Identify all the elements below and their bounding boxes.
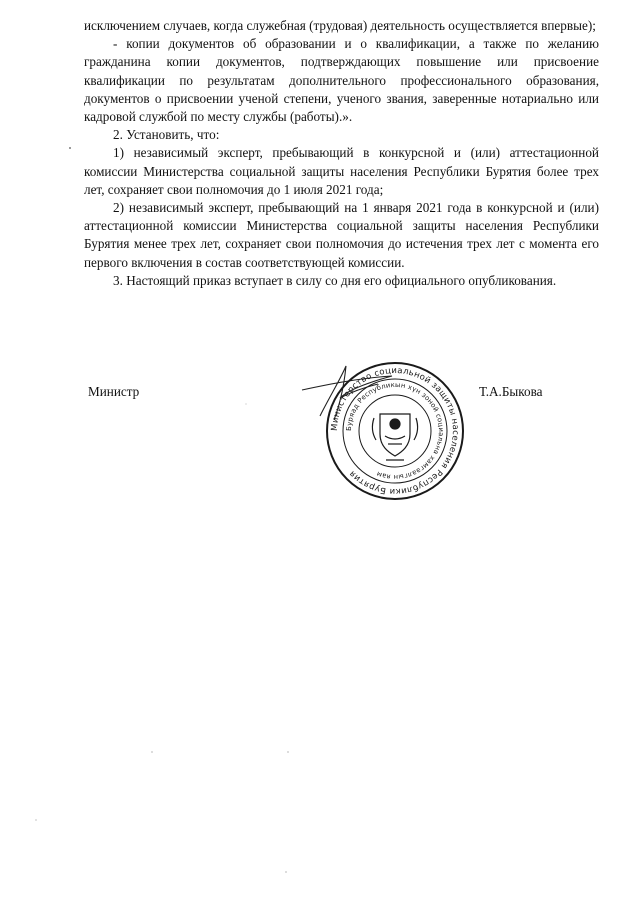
paragraph-item-2: 2. Установить, что: [113, 127, 220, 143]
paragraph-subitem-2: 2) независимый эксперт, пребывающий на 1 января 2021 года в конкурсной и (или) аттестационной комиссии Министерства социальной защиты населения Республики Бурятия менее трех лет, сохраняет свои полномочия до истечения трех лет с момента его первого включения в состав соответствующей комиссии. [84, 200, 599, 270]
seal-outer-text: Министерство социальной защиты населения Республики Бурятия [329, 365, 461, 497]
official-seal [300, 356, 470, 506]
signatory-name: Т.А.Быкова [479, 384, 543, 399]
paragraph-subitem-1: 1) независимый эксперт, пребывающий в конкурсной и (или) аттестационной комиссии Министерства социальной защиты населения Республики Бурятия более трех лет, сохраняет свои полномочия до 1 июля 2021 года; [84, 145, 599, 197]
coat-of-arms-icon [372, 414, 417, 460]
signatory-title: Министр [88, 384, 140, 399]
seal-inner-text: Буряад Республикын хүн зоной социальна хамгаалгын яам [344, 380, 446, 482]
paragraph-documents-copies: - копии документов об образовании и о квалификации, а также по желанию гражданина копии документов, подтверждающих повышение или присвоение квалификации по результатам дополнительного профессионального образования, документов о присвоении ученой степени, ученого звания, заверенные нотариально или кадровой службой по месту службы (работы).». [84, 36, 599, 125]
paragraph-item-3: 3. Настоящий приказ вступает в силу со дня его официального опубликования. [113, 272, 557, 288]
document-body [84, 17, 599, 290]
paragraph-continuation: исключением случаев, когда служебная (трудовая) деятельность осуществляется впервые); [84, 18, 596, 33]
